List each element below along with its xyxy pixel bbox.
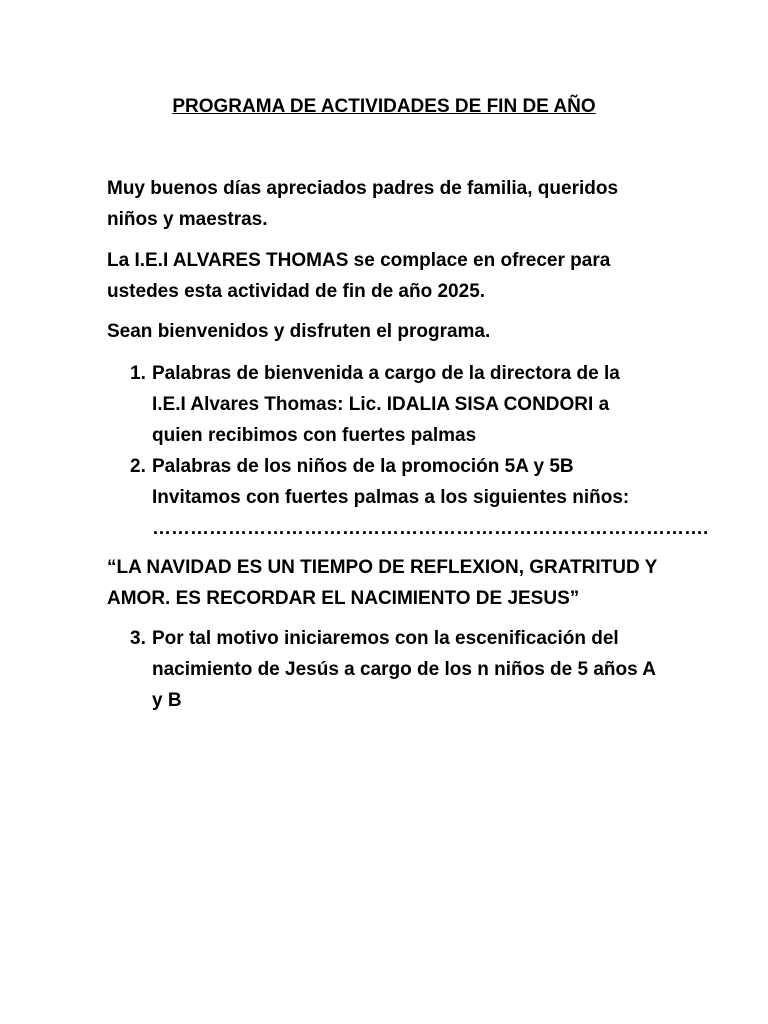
list-item-line: nacimiento de Jesús a cargo de los n niños de 5 años A <box>152 659 656 680</box>
list-item-line: Palabras de bienvenida a cargo de la directora de la <box>152 363 620 384</box>
greeting-line: Muy buenos días apreciados padres de familia, queridos <box>107 178 619 199</box>
list-item-dotted-line: ……………………………………………………………………………. <box>152 518 709 539</box>
greeting-paragraph <box>107 173 677 235</box>
welcome-line: Sean bienvenidos y disfruten el programa. <box>107 321 491 342</box>
quote-line: “LA NAVIDAD ES UN TIEMPO DE REFLEXION, GRATRITUD Y <box>107 557 658 578</box>
list-item-body <box>152 623 670 716</box>
list-item-body <box>152 358 670 451</box>
list-item-number: 3. <box>130 628 146 649</box>
list-item-line: quien recibimos con fuertes palmas <box>152 425 477 446</box>
list-item-body <box>152 451 709 544</box>
list-item-line: Palabras de los niños de la promoción 5A y 5B <box>152 456 574 477</box>
list-item <box>130 358 670 451</box>
welcome-paragraph <box>107 316 677 347</box>
quote-line: AMOR. ES RECORDAR EL NACIMIENTO DE JESUS” <box>107 588 580 609</box>
quote-paragraph <box>107 552 667 614</box>
intro-line: ustedes esta actividad de fin de año 2025. <box>107 281 486 302</box>
list-item-line: Por tal motivo iniciaremos con la escenificación del <box>152 628 619 649</box>
document-title: PROGRAMA DE ACTIVIDADES DE FIN DE AÑO <box>172 96 596 117</box>
intro-line: La I.E.I ALVARES THOMAS se complace en ofrecer para <box>107 250 611 271</box>
list-item-line: Invitamos con fuertes palmas a los siguientes niños: <box>152 487 630 508</box>
intro-paragraph <box>107 245 677 307</box>
list-item-line: y B <box>152 690 182 711</box>
list-item-number: 2. <box>130 456 146 477</box>
list-item <box>130 451 709 544</box>
greeting-line: niños y maestras. <box>107 209 268 230</box>
list-item <box>130 623 670 716</box>
list-item-line: I.E.I Alvares Thomas: Lic. IDALIA SISA CONDORI a <box>152 394 610 415</box>
list-item-number: 1. <box>130 363 146 384</box>
